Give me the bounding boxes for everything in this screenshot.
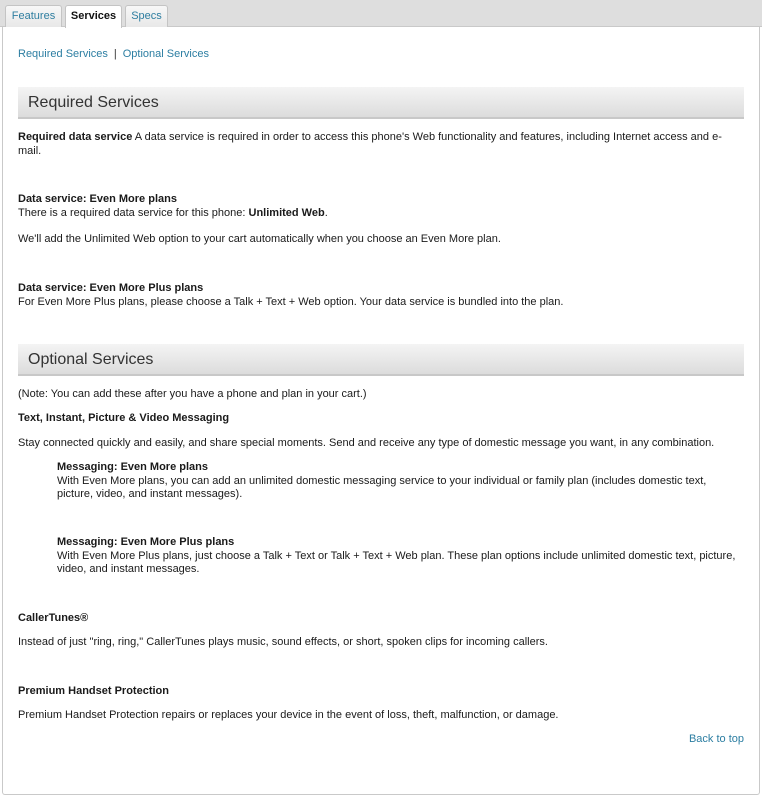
protection-title — [18, 685, 734, 699]
even-more-period: . — [324, 206, 328, 219]
protection-title-text: Premium Handset Protection — [18, 685, 169, 697]
required-data-service — [18, 131, 734, 158]
even-more-plus-data-block — [18, 282, 734, 309]
messaging-text: Stay connected quickly and easily, and share special moments. Send and receive any type of domestic message you want, in any combination. — [18, 437, 715, 449]
msg-even-more-text: With Even More plans, you can add an unlimited domestic messaging service to your individual or family plan (includes domestic text, picture, video, and instant messages). — [57, 474, 707, 500]
even-more-data-block — [18, 193, 734, 220]
link-separator: | — [113, 48, 117, 60]
tab-specs[interactable]: Specs — [125, 5, 168, 27]
tab-bar — [0, 0, 762, 27]
even-more-plus-data-text: For Even More Plus plans, please choose a Talk + Text + Web option. Your data service is bundled into the plan. — [18, 295, 564, 308]
required-data-service-label: Required data service — [18, 131, 133, 143]
msg-even-more-plus-block — [57, 536, 743, 577]
msg-even-more-title: Messaging: Even More plans — [57, 461, 208, 473]
callertunes-title — [18, 612, 734, 626]
msg-even-more-plus-text: With Even More Plus plans, just choose a Talk + Text or Talk + Text + Web plan. These plan options include unlimited domestic text, picture, video, and instant messages. — [57, 549, 736, 575]
callertunes-title-text: CallerTunes® — [18, 612, 89, 624]
optional-services-heading: Optional Services — [18, 344, 744, 376]
quick-links — [18, 48, 209, 60]
msg-even-more-plus-title: Messaging: Even More Plus plans — [57, 536, 235, 548]
protection-text: Premium Handset Protection repairs or replaces your device in the event of loss, theft, malfunction, or damage. — [18, 709, 559, 721]
messaging-title — [18, 412, 734, 426]
optional-services-link[interactable]: Optional Services — [122, 48, 209, 60]
back-to-top-link[interactable]: Back to top — [688, 733, 744, 745]
tab-services[interactable]: Services — [65, 5, 122, 28]
even-more-data-title: Data service: Even More plans — [18, 193, 177, 205]
required-data-service-text: A data service is required in order to access this phone's Web functionality and features, including Internet access and e-mail. — [18, 131, 722, 157]
messaging-title-text: Text, Instant, Picture & Video Messaging — [18, 412, 230, 424]
msg-even-more-block — [57, 461, 743, 502]
tab-features[interactable]: Features — [5, 5, 62, 27]
even-more-data-service: Unlimited Web — [248, 206, 325, 219]
even-more-data-text: There is a required data service for this phone: — [18, 206, 249, 219]
optional-note: (Note: You can add these after you have a phone and plan in your cart.) — [18, 388, 367, 400]
required-services-heading: Required Services — [18, 87, 744, 119]
even-more-data-note: We'll add the Unlimited Web option to your cart automatically when you choose an Even More plan. — [18, 233, 501, 245]
required-services-link[interactable]: Required Services — [18, 48, 108, 60]
callertunes-text: Instead of just "ring, ring," CallerTunes plays music, sound effects, or short, spoken clips for incoming callers. — [18, 636, 548, 648]
even-more-plus-data-title: Data service: Even More Plus plans — [18, 282, 204, 294]
